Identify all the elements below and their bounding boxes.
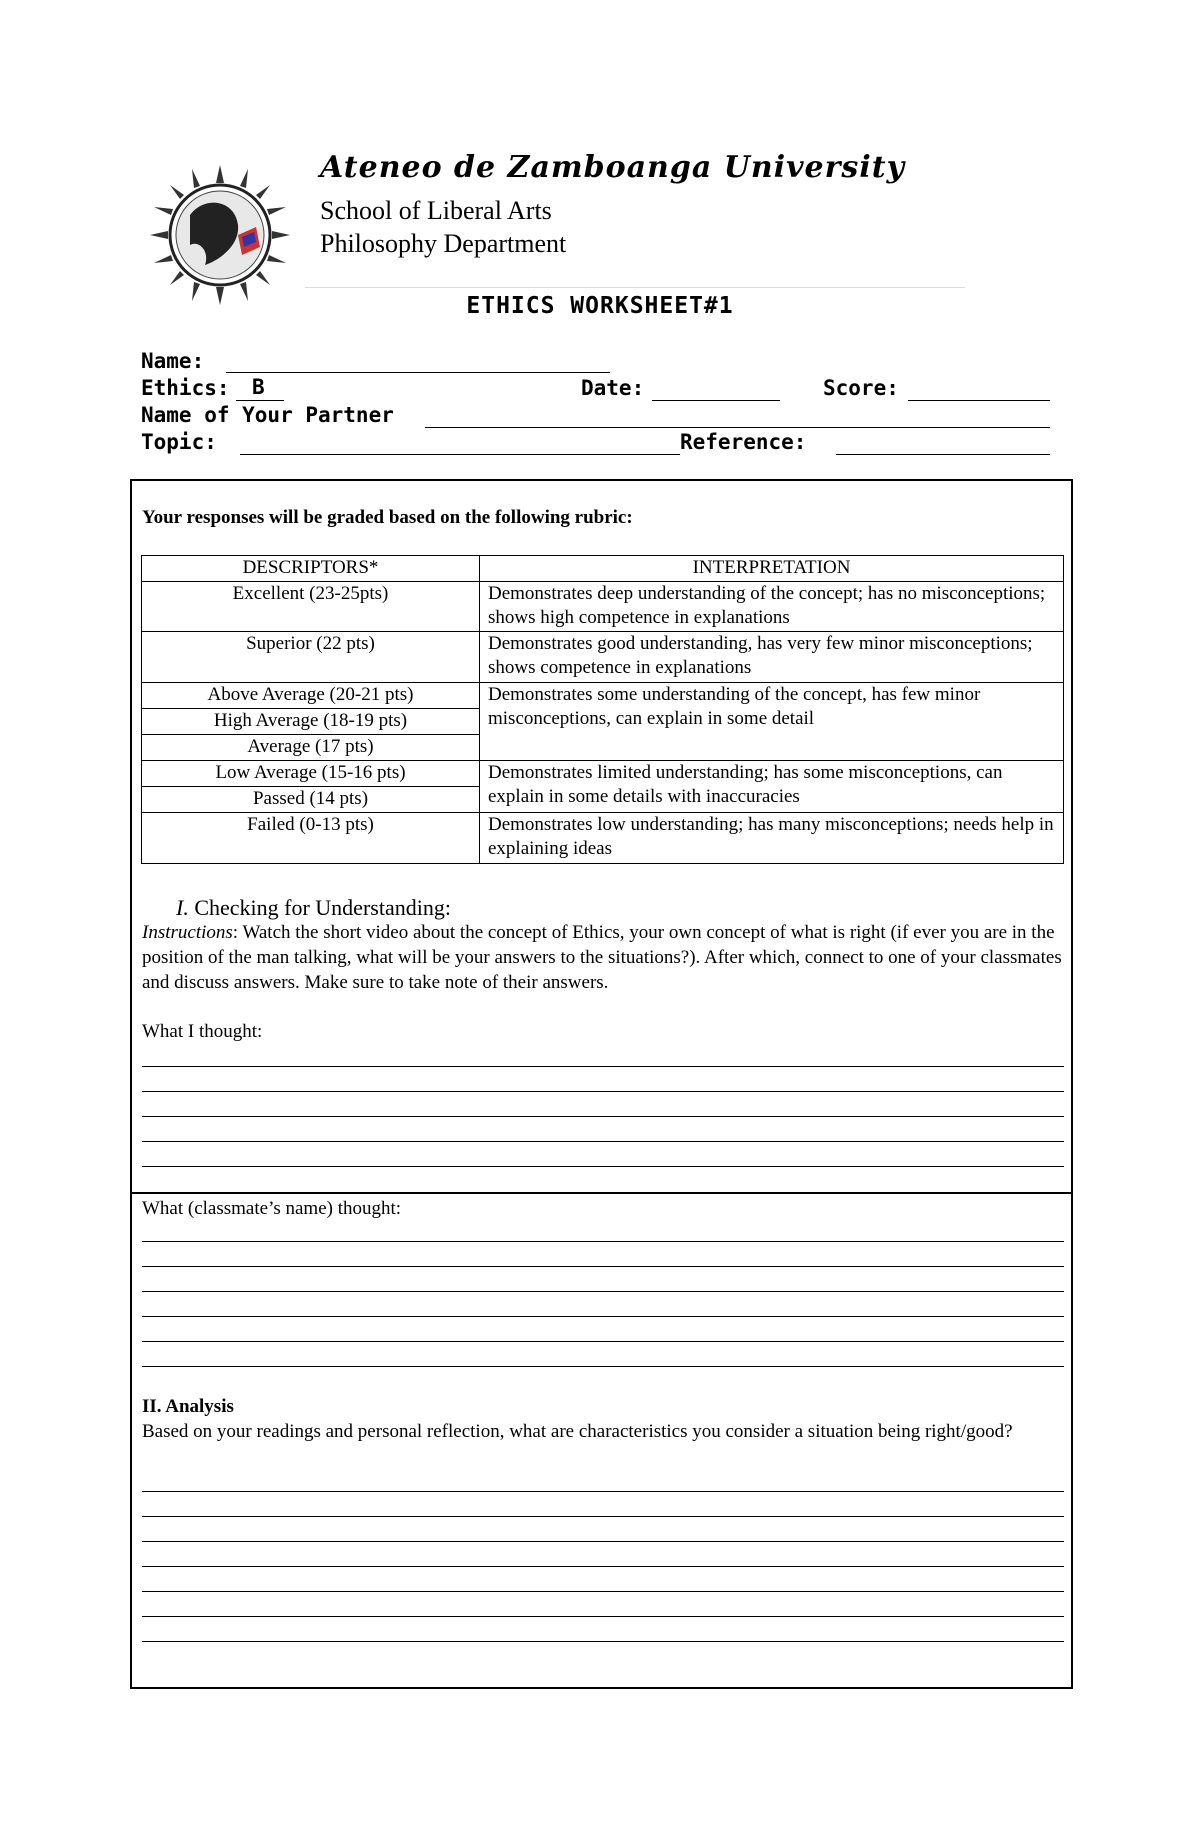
topic-label: Topic: [141,430,217,454]
section1-title: Checking for Understanding: [194,895,451,920]
header-divider [305,287,965,288]
answer-line[interactable] [142,1491,1064,1492]
table-row [142,632,1064,683]
school-name: School of Liberal Arts [320,196,552,225]
department-name: Philosophy Department [320,229,567,258]
descriptor-cell: Superior (22 pts) [142,632,480,683]
rubric-table [141,555,1064,864]
box-divider [130,1192,1073,1194]
descriptor-cell: High Average (18-19 pts) [142,709,480,735]
ethics-field[interactable]: B [236,375,284,401]
date-field[interactable] [652,400,780,401]
date-label: Date: [581,376,645,400]
answer-line[interactable] [142,1341,1064,1342]
name-label: Name: [141,349,205,373]
descriptor-cell: Low Average (15-16 pts) [142,761,480,787]
reference-field[interactable] [836,454,1050,455]
answer-line[interactable] [142,1591,1064,1592]
answer-line[interactable] [142,1241,1064,1242]
descriptor-cell: Average (17 pts) [142,735,480,761]
header-interpretation: INTERPRETATION [480,556,1064,582]
ethics-label: Ethics: [141,376,230,400]
university-seal [150,165,290,305]
instructions-text: : Watch the short video about the concept of Ethics, your own concept of what is right (if ever you are in the position of the man talking, what will be your answers to the situations?). After which, connect to one of your classmates and discuss answers. Make sure to take note of their answers. [142,922,1062,993]
reference-label: Reference: [680,430,807,454]
answer-line[interactable] [142,1366,1064,1367]
name-field[interactable] [226,372,610,373]
prompt-classmate: What (classmate’s name) thought: [142,1198,402,1219]
interpretation-cell: Demonstrates deep understanding of the concept; has no misconceptions; shows high competence in explanations [480,582,1064,632]
answer-line[interactable] [142,1566,1064,1567]
answer-line[interactable] [142,1316,1064,1317]
worksheet-title: ETHICS WORKSHEET#1 [466,293,734,319]
rubric-title: Your responses will be graded based on the following rubric: [142,507,633,528]
header-descriptors: DESCRIPTORS* [142,556,480,582]
university-name: Ateneo de Zamboanga University [320,150,905,185]
table-row [142,582,1064,632]
interpretation-cell: Demonstrates good understanding, has very few minor misconceptions; shows competence in explanations [480,632,1064,683]
instructions [142,920,1064,995]
answer-line[interactable] [142,1091,1064,1092]
descriptor-cell: Failed (0-13 pts) [142,813,480,864]
descriptor-cell: Excellent (23-25pts) [142,582,480,632]
prompt-self: What I thought: [142,1021,263,1042]
answer-line[interactable] [142,1166,1064,1167]
partner-label: Name of Your Partner [141,403,394,427]
section1-numeral: I. [176,895,189,920]
section2-heading: II. Analysis [142,1396,234,1417]
answer-line[interactable] [142,1291,1064,1292]
answer-line[interactable] [142,1066,1064,1067]
score-label: Score: [823,376,899,400]
descriptor-cell: Above Average (20-21 pts) [142,683,480,709]
answer-line[interactable] [142,1641,1064,1642]
descriptor-cell: Passed (14 pts) [142,787,480,813]
score-field[interactable] [908,400,1050,401]
section2-question: Based on your readings and personal reflection, what are characteristics you consider a situation being right/good? [142,1421,1013,1442]
topic-field[interactable] [240,454,680,455]
interpretation-cell: Demonstrates low understanding; has many misconceptions; needs help in explaining ideas [480,813,1064,864]
table-row [142,556,1064,582]
answer-line[interactable] [142,1541,1064,1542]
table-row [142,813,1064,864]
answer-line[interactable] [142,1116,1064,1117]
instructions-label: Instructions [142,922,233,943]
answer-line[interactable] [142,1141,1064,1142]
answer-line[interactable] [142,1616,1064,1617]
table-row [142,761,1064,787]
answer-line[interactable] [142,1516,1064,1517]
interpretation-cell: Demonstrates some understanding of the concept, has few minor misconceptions, can explain in some detail [480,683,1064,761]
interpretation-cell: Demonstrates limited understanding; has some misconceptions, can explain in some details with inaccuracies [480,761,1064,813]
partner-field[interactable] [425,427,1050,428]
section1-heading [176,895,451,921]
answer-line[interactable] [142,1266,1064,1267]
table-row [142,683,1064,709]
